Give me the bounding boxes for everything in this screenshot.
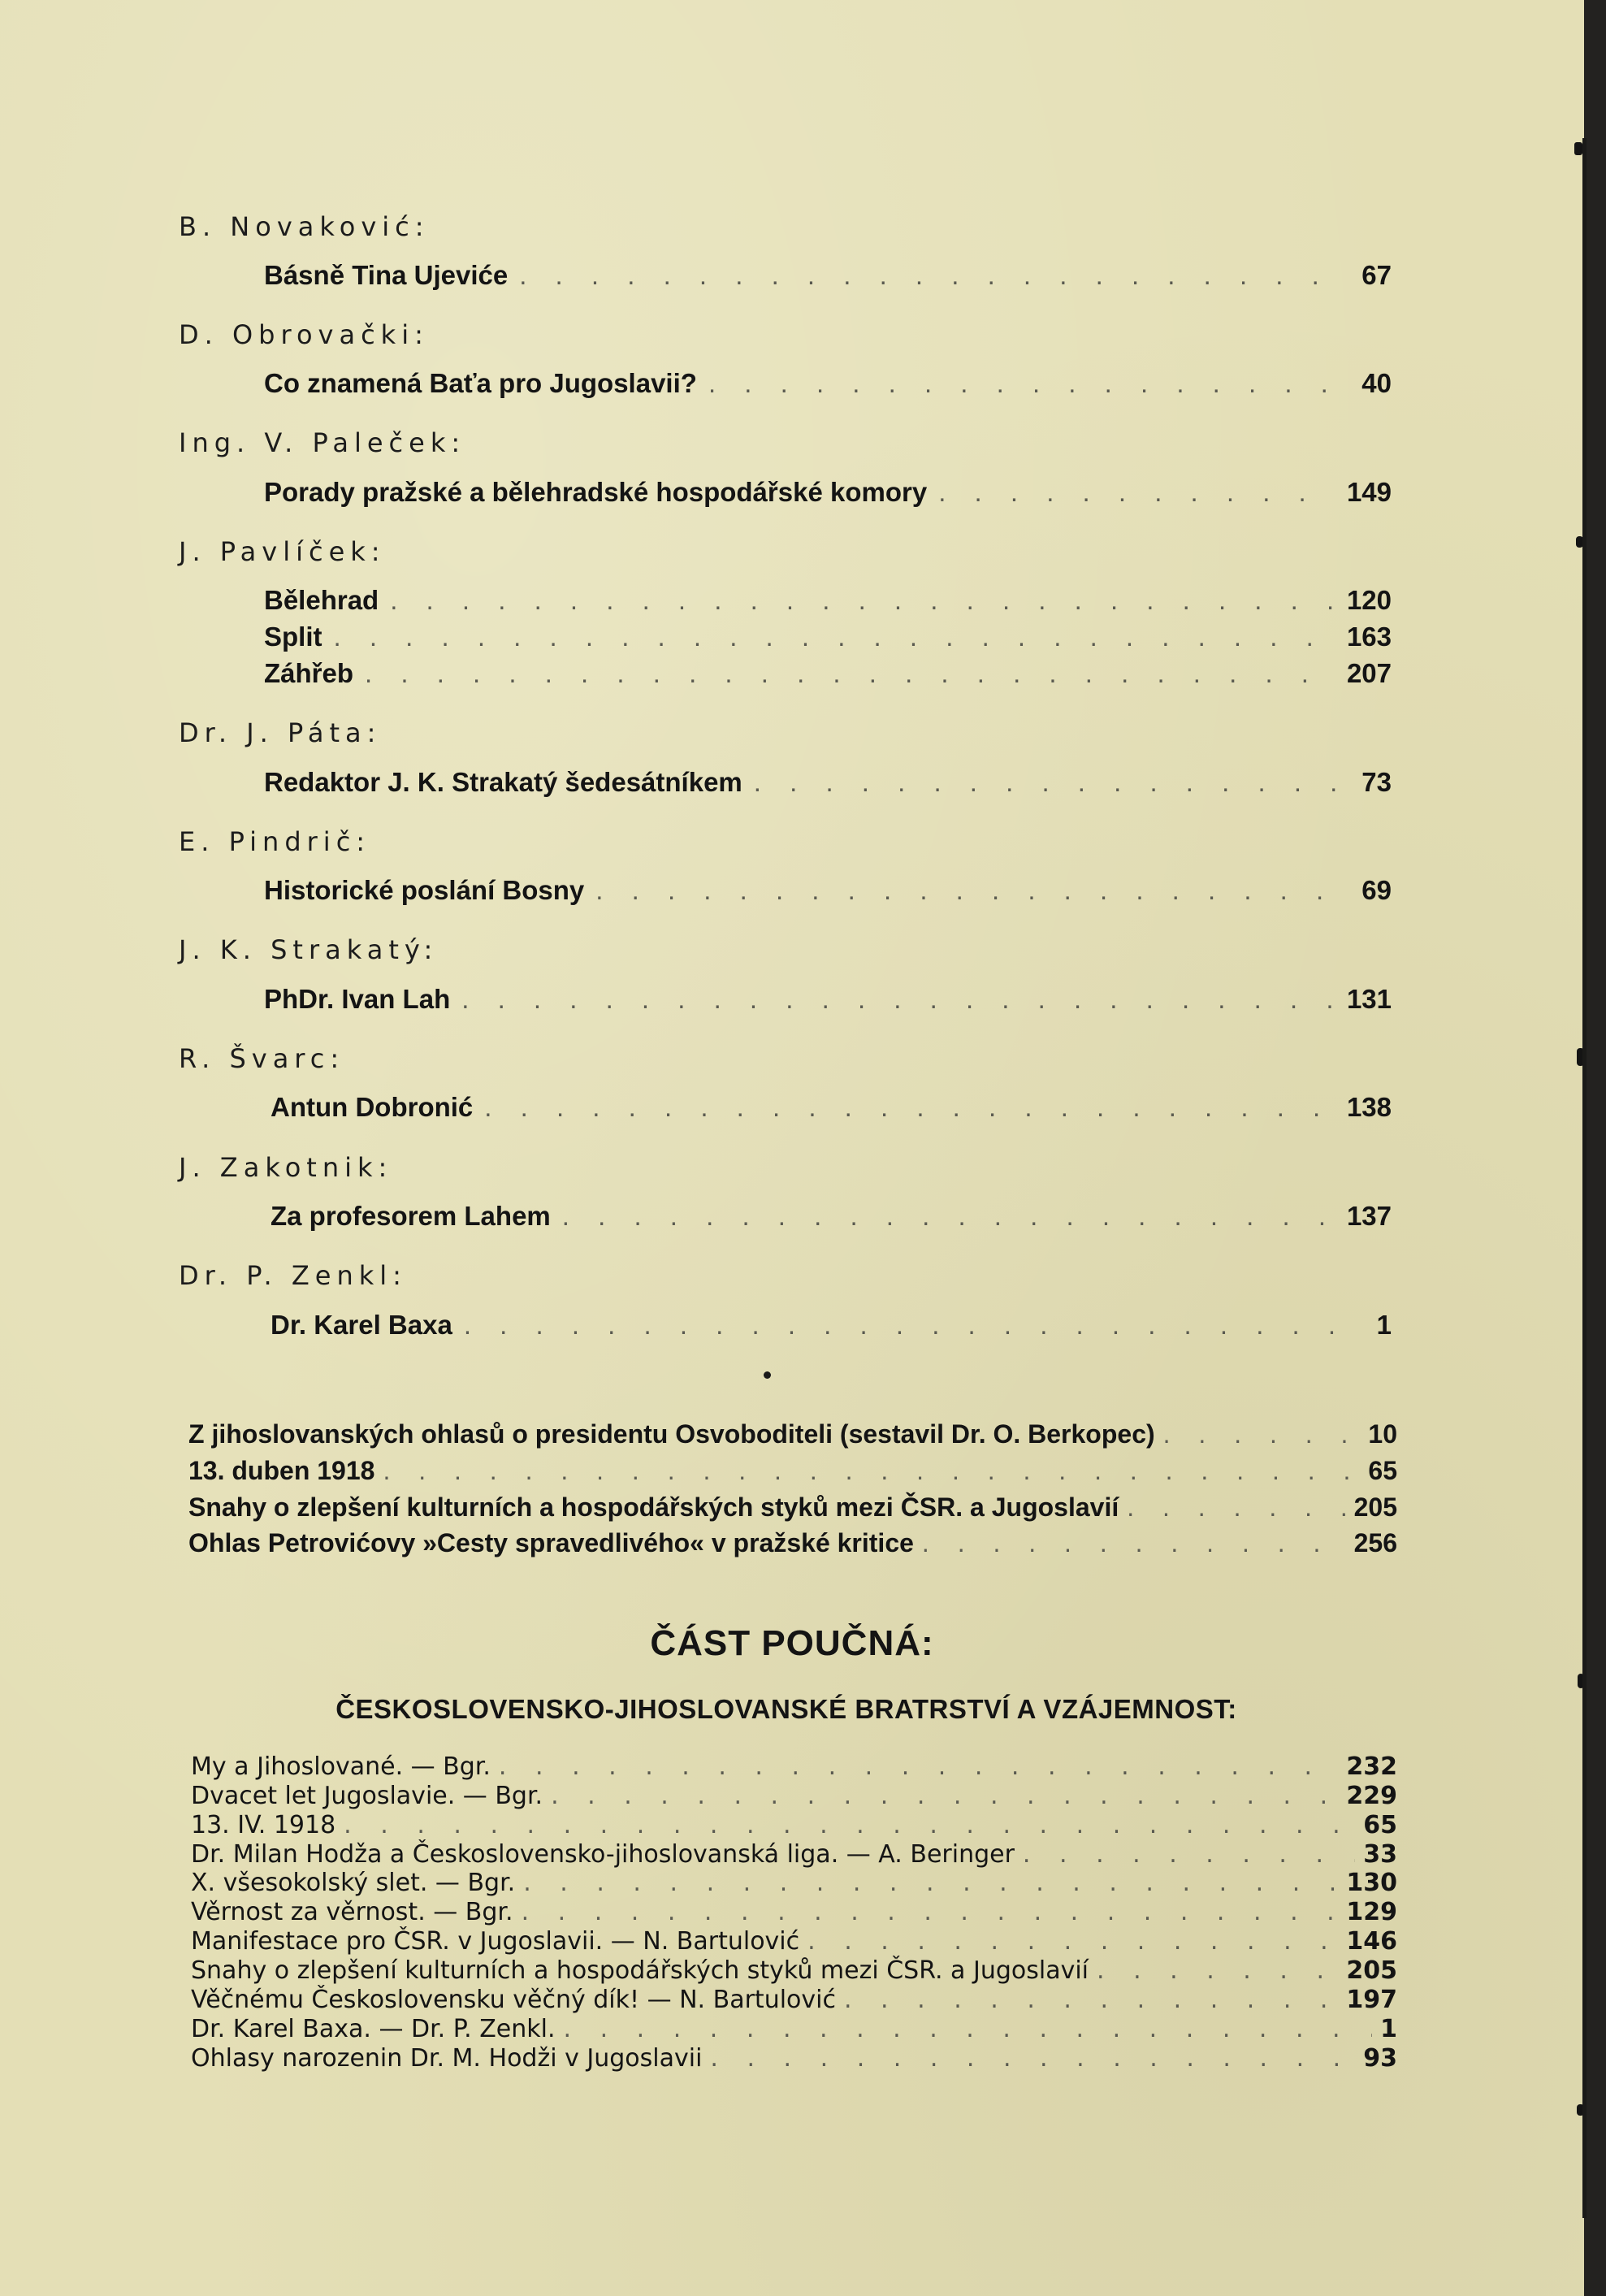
- entry-page: 256: [1353, 1528, 1397, 1557]
- entry-page: 10: [1368, 1419, 1397, 1449]
- entry-page: 138: [1346, 1092, 1392, 1122]
- binding-speck: [1574, 142, 1582, 155]
- entry-title: 13. duben 1918: [188, 1456, 375, 1485]
- dot-leader: [922, 1528, 1346, 1558]
- toc-entry: [191, 2015, 1397, 2043]
- toc-entry: [264, 368, 1392, 401]
- toc-entry: [191, 1927, 1397, 1955]
- entry-page: 149: [1346, 477, 1392, 507]
- toc-entry: [271, 1092, 1392, 1124]
- entry-title: Porady pražské a bělehradské hospodářské komory: [264, 477, 928, 507]
- entry-title: Historické poslání Bosny: [264, 875, 585, 905]
- entry-page: 1: [1380, 2015, 1397, 2043]
- entry-page: 65: [1368, 1456, 1397, 1485]
- entry-page: 69: [1361, 875, 1392, 905]
- toc-entry: [271, 1201, 1392, 1233]
- entry-title: Z jihoslovanských ohlasů o presidentu Osvoboditeli (sestavil Dr. O. Berkopec): [188, 1419, 1155, 1449]
- toc-entry: [191, 1898, 1397, 1926]
- dot-leader: [551, 1782, 1338, 1810]
- dot-leader: [390, 585, 1335, 616]
- dot-leader: [564, 2015, 1373, 2043]
- dot-leader: [334, 622, 1335, 652]
- toc-entry: [188, 1419, 1397, 1452]
- dot-leader: [519, 260, 1350, 291]
- toc-entry: [264, 622, 1392, 654]
- entry-title: Ohlas Petrovićovy »Cesty spravedlivého« v pražské kritice: [188, 1528, 914, 1557]
- entry-page: 207: [1346, 658, 1392, 688]
- dot-leader: [754, 767, 1351, 798]
- entry-page: 67: [1361, 260, 1392, 290]
- entry-title: Ohlasy narozenin Dr. M. Hodži v Jugoslavii: [191, 2044, 703, 2073]
- entry-page: 131: [1346, 984, 1392, 1014]
- toc-entry: [264, 875, 1392, 908]
- dot-leader: [344, 1811, 1355, 1839]
- entry-page: 205: [1353, 1492, 1397, 1522]
- dot-leader: [522, 1898, 1339, 1926]
- entry-title: 13. IV. 1918: [191, 1811, 336, 1839]
- entry-title: Dvacet let Jugoslavie. — Bgr.: [191, 1782, 543, 1810]
- dot-leader: [807, 1927, 1338, 1956]
- entry-title: Antun Dobronić: [271, 1092, 474, 1122]
- dot-leader: [365, 658, 1335, 689]
- dot-leader: [383, 1456, 1360, 1486]
- toc-entry: [188, 1492, 1397, 1525]
- dot-leader: [708, 368, 1350, 399]
- dot-leader: [1163, 1419, 1361, 1449]
- toc-entry: [264, 984, 1392, 1016]
- dot-leader: [562, 1201, 1335, 1232]
- toc-entry: [191, 1752, 1397, 1780]
- toc-entry: [264, 585, 1392, 617]
- entry-title: My a Jihoslované. — Bgr.: [191, 1752, 491, 1781]
- entry-title: Věčnému Československu věčný dík! — N. Bartulović: [191, 1986, 836, 2014]
- entry-title: Dr. Karel Baxa: [271, 1310, 452, 1340]
- toc-entry: [191, 1869, 1397, 1896]
- entry-title: Záhřeb: [264, 658, 354, 688]
- section-subtitle: ČESKOSLOVENSKO-JIHOSLOVANSKÉ BRATRSTVÍ A VZÁJEMNOST:: [335, 1694, 1237, 1724]
- toc-entry: [191, 1782, 1397, 1809]
- dot-leader: [1097, 1956, 1338, 1985]
- dot-leader: [523, 1869, 1338, 1897]
- author-heading: D. Obrovački:: [179, 319, 429, 350]
- toc-entry: [264, 477, 1392, 509]
- dot-leader: [461, 984, 1335, 1015]
- dot-leader: [484, 1092, 1335, 1123]
- author-heading: Dr. J. Páta:: [179, 717, 382, 748]
- toc-entry: [264, 658, 1392, 691]
- toc-entry: [188, 1456, 1397, 1488]
- entry-title: Dr. Karel Baxa. — Dr. P. Zenkl.: [191, 2015, 556, 2043]
- dot-leader: [710, 2044, 1355, 2073]
- dot-leader: [595, 875, 1350, 906]
- toc-entry: [271, 1310, 1392, 1342]
- author-heading: J. K. Strakatý:: [179, 934, 439, 965]
- entry-page: 65: [1363, 1811, 1397, 1839]
- author-heading: E. Pindrič:: [179, 826, 371, 857]
- toc-entry: [191, 2044, 1397, 2072]
- entry-page: 129: [1346, 1898, 1397, 1926]
- entry-title: Snahy o zlepšení kulturních a hospodářských styků mezi ČSR. a Jugoslavií: [191, 1956, 1089, 1985]
- entry-page: 120: [1346, 585, 1392, 615]
- author-heading: R. Švarc:: [179, 1043, 345, 1074]
- toc-entry: [264, 260, 1392, 292]
- section-title: ČÁST POUČNÁ:: [650, 1623, 934, 1663]
- author-heading: Dr. P. Zenkl:: [179, 1260, 407, 1291]
- entry-page: 130: [1346, 1869, 1397, 1897]
- entry-title: Bělehrad: [264, 585, 379, 615]
- entry-title: Snahy o zlepšení kulturních a hospodářských styků mezi ČSR. a Jugoslavií: [188, 1492, 1119, 1522]
- bullet-separator: [764, 1371, 771, 1379]
- entry-page: 229: [1346, 1782, 1397, 1810]
- entry-title: PhDr. Ivan Lah: [264, 984, 451, 1014]
- entry-page: 146: [1346, 1927, 1397, 1956]
- toc-entry: [264, 767, 1392, 799]
- entry-page: 33: [1363, 1840, 1397, 1869]
- author-heading: B. Novaković:: [179, 211, 430, 242]
- entry-title: Věrnost za věrnost. — Bgr.: [191, 1898, 513, 1926]
- dot-leader: [464, 1310, 1366, 1341]
- entry-title: X. všesokolský slet. — Bgr.: [191, 1869, 516, 1897]
- toc-entry: [191, 1840, 1397, 1868]
- toc-entry: [191, 1986, 1397, 2013]
- entry-page: 73: [1361, 767, 1392, 797]
- entry-page: 197: [1346, 1986, 1397, 2014]
- entry-page: 1: [1376, 1310, 1392, 1340]
- entry-title: Co znamená Baťa pro Jugoslavii?: [264, 368, 697, 398]
- dot-leader: [1127, 1492, 1345, 1523]
- dot-leader: [1023, 1840, 1355, 1869]
- page-binding-edge: [1582, 138, 1587, 2218]
- toc-entry: [191, 1811, 1397, 1839]
- entry-title: Manifestace pro ČSR. v Jugoslavii. — N. Bartulović: [191, 1927, 800, 1956]
- entry-page: 232: [1346, 1752, 1397, 1781]
- entry-page: 93: [1363, 2044, 1397, 2073]
- author-heading: Ing. V. Paleček:: [179, 427, 466, 458]
- entry-page: 137: [1346, 1201, 1392, 1231]
- entry-page: 40: [1361, 368, 1392, 398]
- entry-page: 205: [1346, 1956, 1397, 1985]
- entry-title: Dr. Milan Hodža a Československo-jihoslovanská liga. — A. Beringer: [191, 1840, 1015, 1869]
- toc-entry: [191, 1956, 1397, 1984]
- entry-title: Split: [264, 622, 322, 652]
- toc-entry: [188, 1528, 1397, 1561]
- entry-page: 163: [1346, 622, 1392, 652]
- dot-leader: [938, 477, 1335, 508]
- dot-leader: [499, 1752, 1338, 1781]
- entry-title: Básně Tina Ujeviće: [264, 260, 509, 290]
- entry-title: Za profesorem Lahem: [271, 1201, 551, 1231]
- entry-title: Redaktor J. K. Strakatý šedesátníkem: [264, 767, 742, 797]
- author-heading: J. Zakotnik:: [179, 1152, 393, 1183]
- dot-leader: [844, 1986, 1338, 2014]
- author-heading: J. Pavlíček:: [179, 536, 386, 567]
